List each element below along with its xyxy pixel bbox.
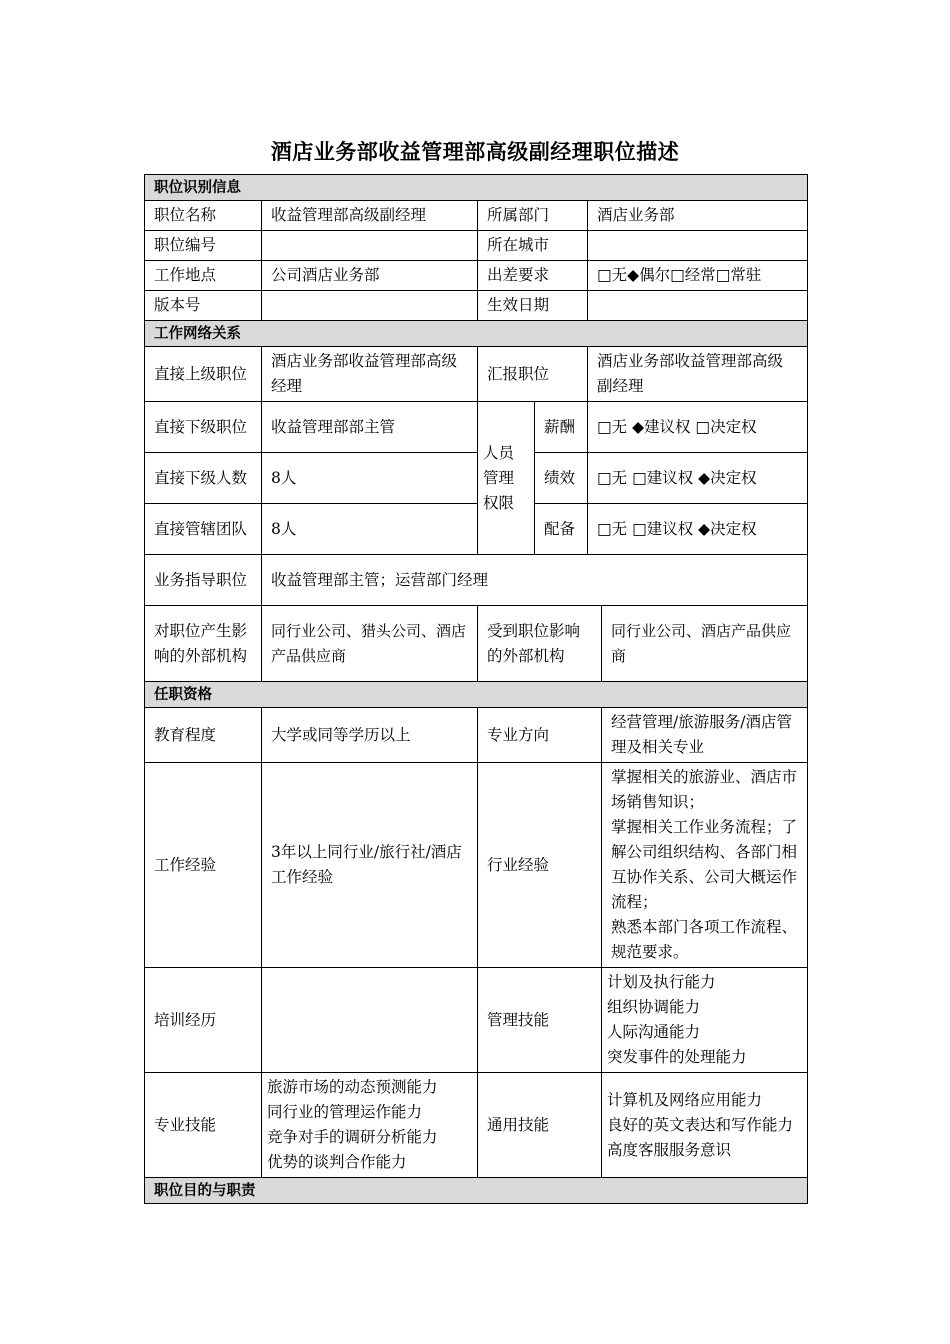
skill-item: 旅游市场的动态预测能力 — [267, 1078, 438, 1096]
team-label: 直接管辖团队 — [145, 504, 262, 555]
table-row — [145, 968, 808, 1073]
subordinate-label: 直接下级职位 — [145, 402, 262, 453]
education-value: 大学或同等学历以上 — [262, 708, 478, 763]
industry-exp-label: 行业经验 — [478, 763, 602, 968]
section-header-row — [145, 682, 808, 708]
affecting-label: 对职位产生影响的外部机构 — [145, 606, 262, 682]
skill-item: 突发事件的处理能力 — [607, 1048, 747, 1066]
table-row — [145, 606, 808, 682]
position-no-label: 职位编号 — [145, 231, 262, 261]
pro-skill-label: 专业技能 — [145, 1073, 262, 1178]
section-header-row — [145, 1178, 808, 1204]
table-row — [145, 708, 808, 763]
version-label: 版本号 — [145, 291, 262, 321]
skill-item: 良好的英文表达和写作能力 — [607, 1115, 794, 1134]
skill-item: 人际沟通能力 — [607, 1023, 701, 1041]
page-title: 酒店业务部收益管理部高级副经理职位描述 — [270, 140, 680, 164]
skill-item: 竞争对手的调研分析能力 — [267, 1128, 438, 1146]
performance-label: 绩效 — [535, 453, 588, 504]
major-label: 专业方向 — [478, 708, 602, 763]
salary-label: 薪酬 — [535, 402, 588, 453]
skill-item: 优势的谈判合作能力 — [267, 1153, 407, 1171]
team-value: 8人 — [262, 504, 478, 555]
report-value: 酒店业务部收益管理部高级副经理 — [588, 347, 808, 402]
industry-exp-value — [602, 763, 808, 968]
skill-item: 同行业的管理运作能力 — [267, 1103, 423, 1121]
table-row — [145, 1073, 808, 1178]
travel-value: □无◆偶尔□经常□常驻 — [588, 261, 808, 291]
table-row — [145, 763, 808, 968]
table-row — [145, 291, 808, 321]
city-label: 所在城市 — [478, 231, 588, 261]
skill-item: 计算机及网络应用能力 — [607, 1090, 763, 1109]
position-name-label: 职位名称 — [145, 201, 262, 231]
skill-item: 计划及执行能力 — [607, 973, 716, 991]
table-row — [145, 231, 808, 261]
training-value — [262, 968, 478, 1073]
section-header-row — [145, 175, 808, 201]
skill-item: 组织协调能力 — [607, 998, 701, 1016]
superior-value: 酒店业务部收益管理部高级经理 — [262, 347, 478, 402]
effective-date-label: 生效日期 — [478, 291, 588, 321]
section-qualification: 任职资格 — [145, 682, 808, 708]
travel-label: 出差要求 — [478, 261, 588, 291]
salary-value: □无 ◆建议权 □决定权 — [588, 402, 808, 453]
staffing-value: □无 □建议权 ◆决定权 — [588, 504, 808, 555]
superior-label: 直接上级职位 — [145, 347, 262, 402]
general-skill-value — [602, 1073, 808, 1178]
job-description-form — [144, 174, 807, 1199]
skill-item: 高度客服服务意识 — [607, 1140, 732, 1159]
major-value: 经营管理/旅游服务/酒店管理及相关专业 — [602, 708, 808, 763]
city-value — [588, 231, 808, 261]
work-exp-value: 3年以上同行业/旅行社/酒店工作经验 — [262, 763, 478, 968]
table-row — [145, 453, 808, 504]
section-header-row — [145, 321, 808, 347]
position-no-value — [262, 231, 478, 261]
mgmt-skill-value — [602, 968, 808, 1073]
industry-exp-line: 掌握相关工作业务流程；了解公司组织结构、各部门相互协作关系、公司大概运作流程； — [611, 818, 798, 911]
location-value: 公司酒店业务部 — [262, 261, 478, 291]
department-value: 酒店业务部 — [588, 201, 808, 231]
industry-exp-line: 掌握相关的旅游业、酒店市场销售知识； — [611, 768, 798, 811]
affected-label: 受到职位影响的外部机构 — [478, 606, 602, 682]
job-description-table — [144, 174, 808, 1204]
section-network: 工作网络关系 — [145, 321, 808, 347]
pro-skill-value — [262, 1073, 478, 1178]
version-value — [262, 291, 478, 321]
affected-value: 同行业公司、酒店产品供应商 — [602, 606, 808, 682]
staffing-label: 配备 — [535, 504, 588, 555]
general-skill-label: 通用技能 — [478, 1073, 602, 1178]
work-exp-label: 工作经验 — [145, 763, 262, 968]
guidance-label: 业务指导职位 — [145, 555, 262, 606]
training-label: 培训经历 — [145, 968, 262, 1073]
education-label: 教育程度 — [145, 708, 262, 763]
sub-count-value: 8人 — [262, 453, 478, 504]
table-row — [145, 555, 808, 606]
position-name-value: 收益管理部高级副经理 — [262, 201, 478, 231]
location-label: 工作地点 — [145, 261, 262, 291]
effective-date-value — [588, 291, 808, 321]
department-label: 所属部门 — [478, 201, 588, 231]
guidance-value: 收益管理部主管；运营部门经理 — [262, 555, 808, 606]
table-row — [145, 402, 808, 453]
table-row — [145, 347, 808, 402]
table-row — [145, 261, 808, 291]
industry-exp-line: 熟悉本部门各项工作流程、规范要求。 — [611, 918, 798, 961]
section-identification: 职位识别信息 — [145, 175, 808, 201]
report-label: 汇报职位 — [478, 347, 588, 402]
table-row — [145, 201, 808, 231]
performance-value: □无 □建议权 ◆决定权 — [588, 453, 808, 504]
mgmt-skill-label: 管理技能 — [478, 968, 602, 1073]
table-row — [145, 504, 808, 555]
affecting-value: 同行业公司、猎头公司、酒店产品供应商 — [262, 606, 478, 682]
section-purpose: 职位目的与职责 — [145, 1178, 808, 1204]
subordinate-value: 收益管理部部主管 — [262, 402, 478, 453]
hr-authority-label: 人员管理权限 — [478, 402, 535, 555]
sub-count-label: 直接下级人数 — [145, 453, 262, 504]
